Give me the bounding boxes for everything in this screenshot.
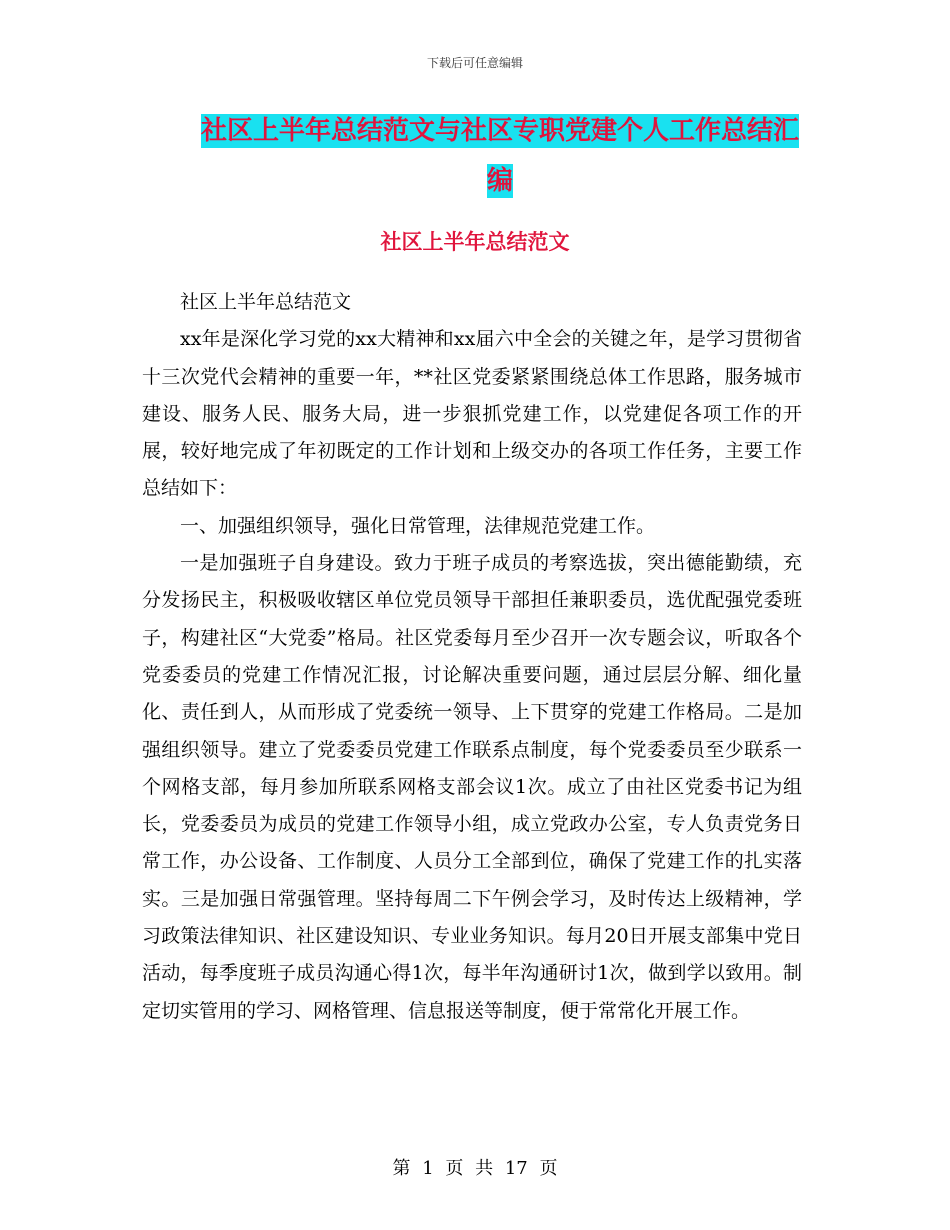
page-footer: 第 1 页 共 17 页 [392, 1158, 558, 1179]
section-title: 社区上半年总结范文 [380, 230, 570, 254]
paragraph: 一、加强组织领导，强化日常管理，法律规范党建工作。 [180, 514, 656, 537]
document-title [150, 106, 850, 206]
title-line-2: 编 [486, 166, 513, 196]
document-body [142, 284, 802, 1030]
paragraph: 一是加强班子自身建设。致力于班子成员的考察选拔，突出德能勤绩，充分发扬民主，积极吸收辖区单位党员领导干部担任兼职委员，选优配强党委班子，构建社区“大党委”格局。社区党委每月至少召开一次专题会议，听取各个党委委员的党建工作情况汇报，讨论解决重要问题，通过层层分解、细化量化、责任到人，从而形成了党委统一领导、上下贯穿的党建工作格局。二是加强组织领导。建立了党委委员党建工作联系点制度，每个党委委员至少联系一个网格支部，每月参加所联系网格支部会议1次。成立了由社区党委书记为组长，党委委员为成员的党建工作领导小组，成立党政办公室，专人负责党务日常工作，办公设备、工作制度、人员分工全部到位，确保了党建工作的扎实落实。三是加强日常强管理。坚持每周二下午例会学习，及时传达上级精神，学习政策法律知识、社区建设知识、专业业务知识。每月20日开展支部集中党日活动，每季度班子成员沟通心得1次，每半年沟通研讨1次，做到学以致用。制定切实管用的学习、网格管理、信息报送等制度，便于常常化开展工作。 [142, 552, 802, 1022]
paragraph: xx年是深化学习党的xx大精神和xx届六中全会的关键之年，是学习贯彻省十三次党代会精神的重要一年，**社区党委紧紧围绕总体工作思路，服务城市建设、服务人民、服务大局，进一步狠抓党建工作，以党建促各项工作的开展，较好地完成了年初既定的工作计划和上级交办的各项工作任务，主要工作总结如下： [142, 328, 802, 500]
paragraph: 社区上半年总结范文 [180, 291, 352, 313]
title-line-1: 社区上半年总结范文与社区专职党建个人工作总结汇 [200, 116, 799, 146]
header-note: 下载后可任意编辑 [426, 56, 523, 70]
